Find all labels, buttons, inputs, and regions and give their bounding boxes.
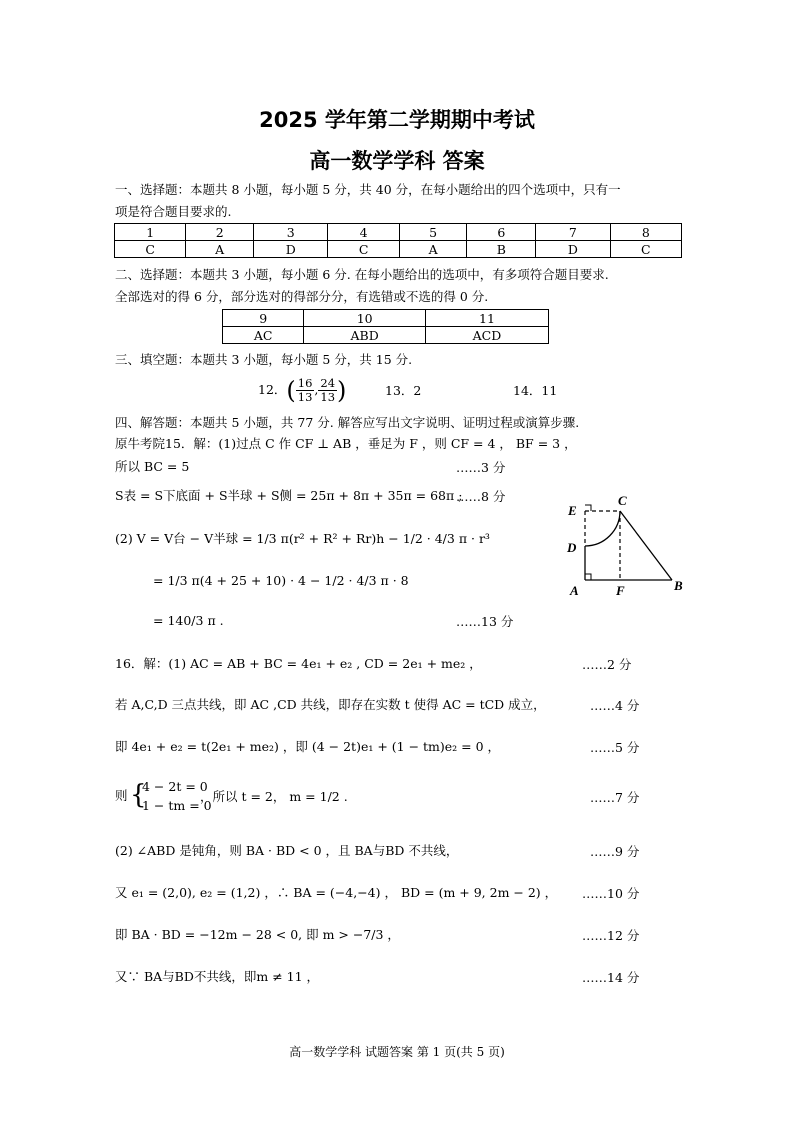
table-cell: ACD bbox=[425, 327, 548, 344]
section1-intro-line1: 一、选择题：本题共 8 小题，每小题 5 分，共 40 分，在每小题给出的四个选项中，只有一 bbox=[115, 182, 621, 197]
fraction: $\frac{24}{13}$ bbox=[320, 376, 336, 404]
table-cell: 7 bbox=[536, 224, 610, 241]
table-cell: 3 bbox=[254, 224, 328, 241]
page-title: 2025 学年第二学期期中考试 bbox=[259, 108, 535, 132]
label-f: F bbox=[616, 583, 625, 598]
table-cell: AC bbox=[223, 327, 304, 344]
score-mark: ……4 分 bbox=[590, 698, 640, 713]
q15-line3: S表 = S下底面 + S半球 + S侧 = 25π + 8π + 35π = 68π ; bbox=[115, 488, 463, 503]
q15-line2: 所以 BC = 5 bbox=[115, 459, 190, 474]
table-row bbox=[223, 310, 549, 327]
q16-line4a: 4 − 2t = 0 bbox=[142, 779, 208, 794]
table-cell: 5 bbox=[399, 224, 467, 241]
brace: { bbox=[130, 780, 147, 810]
score-mark: ……13 分 bbox=[456, 614, 514, 629]
table-cell: C bbox=[610, 241, 681, 258]
q15-line1: 原牛考院15．解：(1)过点 C 作 CF ⊥ AB ，垂足为 F ，则 CF = 4 ， BF = 3 ， bbox=[115, 436, 577, 451]
q15-line5: = 1/3 π(4 + 25 + 10) · 4 − 1/2 · 4/3 π · 8 bbox=[153, 573, 409, 588]
table-cell: A bbox=[186, 241, 254, 258]
table-row bbox=[115, 241, 682, 258]
table-cell: 10 bbox=[304, 310, 426, 327]
q16-line7: 即 BA · BD = −12m − 28 < 0, 即 m > −7/3 ， bbox=[115, 927, 400, 942]
score-mark: ……9 分 bbox=[590, 844, 640, 859]
table-cell: 11 bbox=[425, 310, 548, 327]
q16-line1: 16．解：(1) AC = AB + BC = 4e₁ + e₂ , CD = 2e₁ + me₂ ， bbox=[115, 656, 482, 671]
table-cell: 1 bbox=[115, 224, 186, 241]
q16-line2: 若 A,C,D 三点共线，即 AC ,CD 共线，即存在实数 t 使得 AC = tCD 成立， bbox=[115, 697, 546, 712]
table-cell: 4 bbox=[328, 224, 399, 241]
right-angle-e bbox=[585, 505, 591, 511]
fraction: $\frac{16}{13}$ bbox=[297, 376, 313, 404]
q16-line4b: 1 − tm = 0 bbox=[142, 798, 212, 813]
table-cell: D bbox=[536, 241, 610, 258]
answer-q13: 13．2 bbox=[385, 383, 422, 398]
answer-q14: 14．11 bbox=[513, 383, 558, 398]
table-cell: B bbox=[467, 241, 536, 258]
q16-line6: 又 e₁ = (2,0), e₂ = (1,2) ，∴ BA = (−4,−4) ， BD = (m + 9, 2m − 2) ， bbox=[115, 885, 558, 900]
section2-answer-table bbox=[222, 309, 549, 344]
q16-line5: (2) ∠ABD 是钝角，则 BA · BD < 0 ，且 BA与BD 不共线， bbox=[115, 843, 459, 858]
label-e: E bbox=[568, 503, 577, 518]
arc-dc bbox=[585, 511, 620, 546]
label-c: C bbox=[618, 493, 627, 508]
table-cell: 2 bbox=[186, 224, 254, 241]
score-mark: ……3 分 bbox=[456, 460, 506, 475]
score-mark: ……2 分 bbox=[582, 657, 632, 672]
table-cell: C bbox=[328, 241, 399, 258]
table-cell: C bbox=[115, 241, 186, 258]
section2-intro-line1: 二、选择题：本题共 3 小题，每小题 6 分. 在每小题给出的选项中，有多项符合题目要求. bbox=[115, 267, 609, 282]
answer-q12: 12．( $\frac{16}{13}$ , $\frac{24}{13}$ ) bbox=[258, 376, 347, 405]
page-subtitle: 高一数学学科 答案 bbox=[309, 149, 485, 173]
score-mark: ……10 分 bbox=[582, 886, 640, 901]
q16-line4-prefix: 则 bbox=[115, 788, 128, 803]
section2-intro-line2: 全部选对的得 6 分，部分选对的得部分分，有选错或不选的得 0 分. bbox=[115, 289, 489, 304]
table-cell: ABD bbox=[304, 327, 426, 344]
q15-line6: = 140/3 π . bbox=[153, 613, 224, 628]
q16-line4c: ，所以 t = 2， m = 1/2 . bbox=[200, 789, 348, 804]
table-cell: 9 bbox=[223, 310, 304, 327]
score-mark: ……14 分 bbox=[582, 970, 640, 985]
q12-label: 12． bbox=[258, 382, 287, 397]
q15-line4: (2) V = V台 − V半球 = 1/3 π(r² + R² + Rr)h − 1/2 · 4/3 π · r³ bbox=[115, 531, 490, 546]
label-a: A bbox=[570, 583, 579, 598]
section4-intro: 四、解答题：本题共 5 小题，共 77 分. 解答应写出文字说明、证明过程或演算步骤. bbox=[115, 415, 580, 430]
section1-answer-table bbox=[114, 223, 682, 258]
score-mark: ……12 分 bbox=[582, 928, 640, 943]
table-row bbox=[223, 327, 549, 344]
table-cell: 6 bbox=[467, 224, 536, 241]
table-row bbox=[115, 224, 682, 241]
section1-intro-line2: 项是符合题目要求的. bbox=[115, 204, 232, 219]
table-cell: A bbox=[399, 241, 467, 258]
right-angle-a bbox=[585, 574, 591, 580]
table-cell: 8 bbox=[610, 224, 681, 241]
page-footer: 高一数学学科 试题答案 第 1 页(共 5 页) bbox=[289, 1045, 505, 1059]
score-mark: ……7 分 bbox=[590, 790, 640, 805]
geometry-figure bbox=[560, 490, 690, 600]
q16-line3: 即 4e₁ + e₂ = t(2e₁ + me₂) ，即 (4 − 2t)e₁ + (1 − tm)e₂ = 0 ， bbox=[115, 739, 501, 754]
q16-line8: 又∵ BA与BD不共线，即m ≠ 11 ， bbox=[115, 969, 320, 984]
label-b: B bbox=[674, 578, 683, 593]
segment-cb bbox=[620, 511, 672, 580]
label-d: D bbox=[567, 540, 577, 555]
score-mark: ……8 分 bbox=[456, 489, 506, 504]
score-mark: ……5 分 bbox=[590, 740, 640, 755]
section3-intro: 三、填空题：本题共 3 小题，每小题 5 分，共 15 分. bbox=[115, 352, 413, 367]
table-cell: D bbox=[254, 241, 328, 258]
